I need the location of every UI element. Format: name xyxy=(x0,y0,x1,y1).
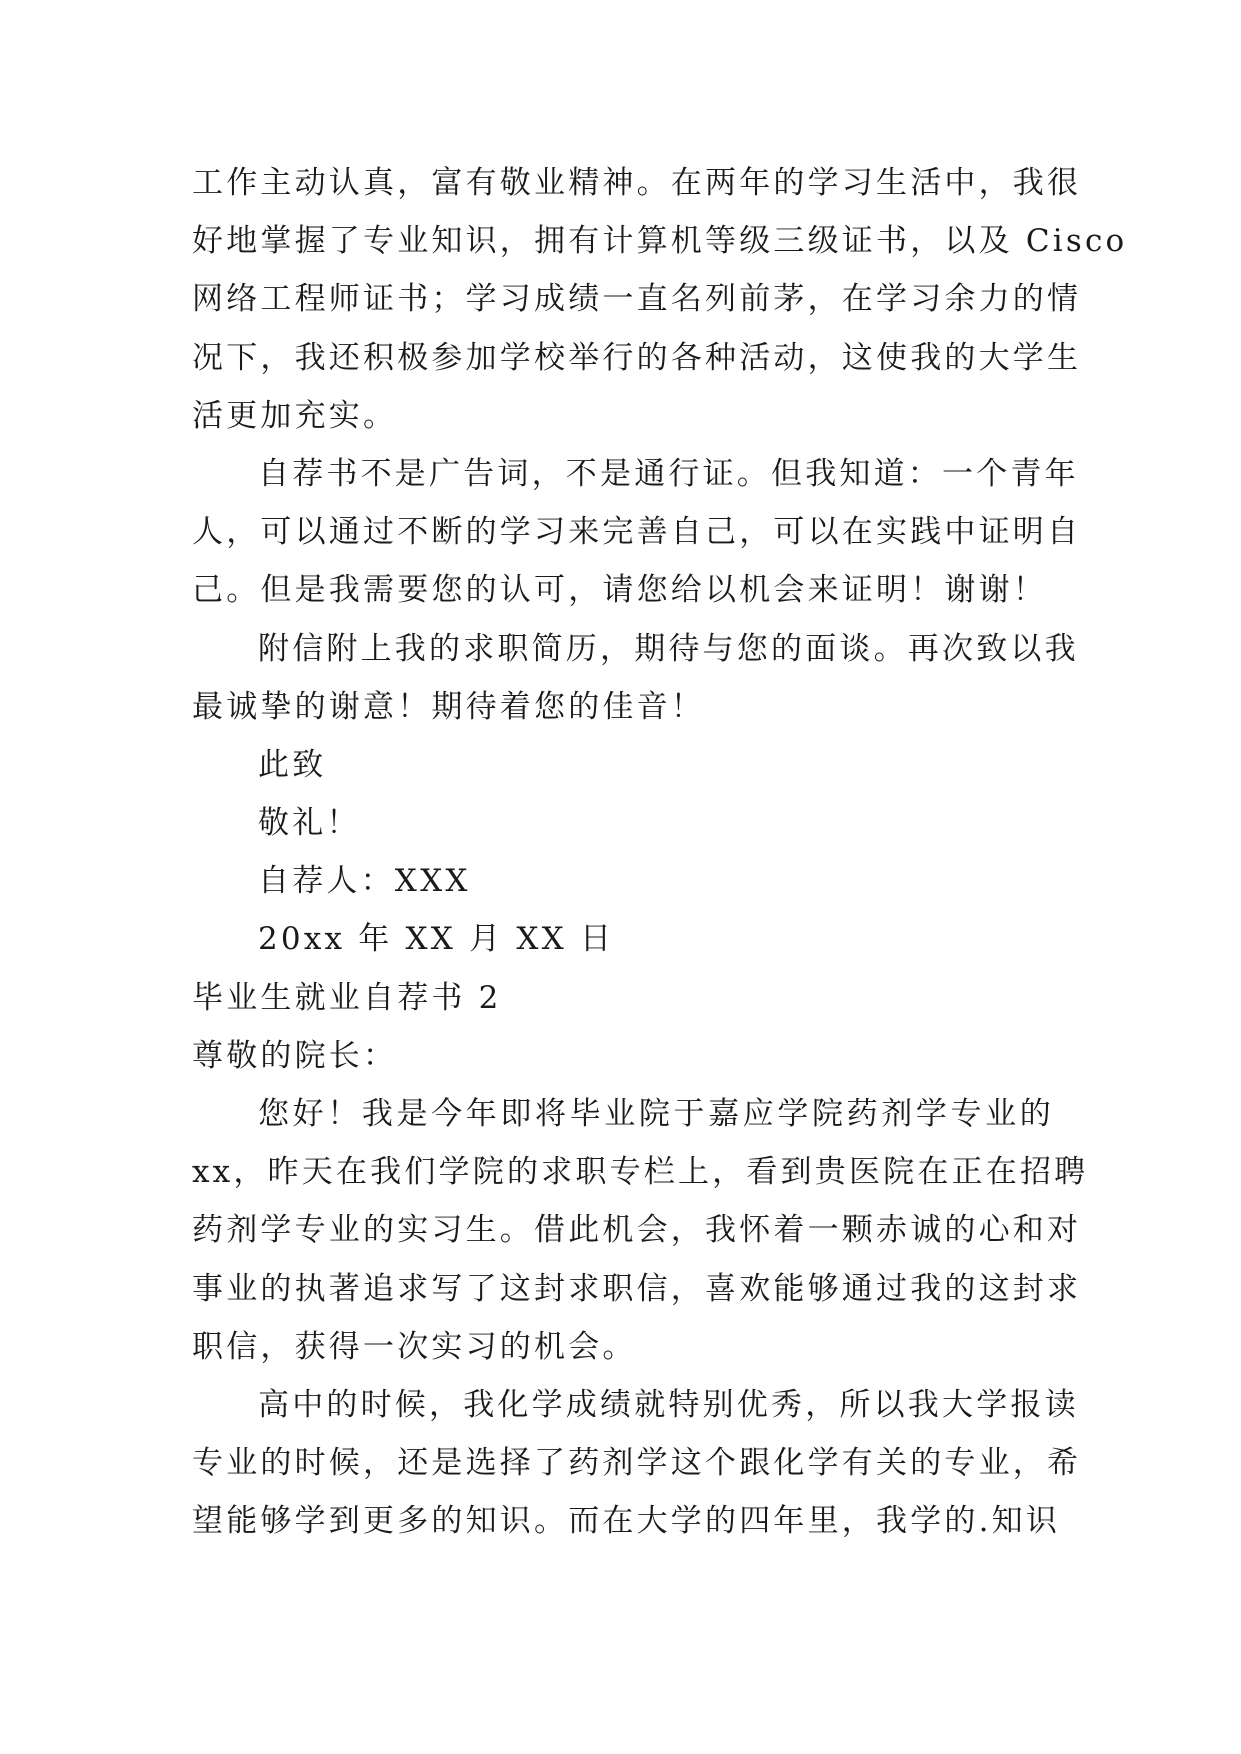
text-line: 况下，我还积极参加学校举行的各种活动，这使我的大学生 xyxy=(192,339,1082,376)
letter-greeting: 尊敬的院长： xyxy=(192,1037,398,1074)
document-body xyxy=(192,154,1128,1551)
text-line: 专业的时候，还是选择了药剂学这个跟化学有关的专业，希 xyxy=(192,1445,1082,1482)
text-line: 好地掌握了专业知识，拥有计算机等级三级证书，以及 Cisco xyxy=(192,223,1128,260)
text-line: 职信，获得一次实习的机会。 xyxy=(192,1328,637,1365)
paragraph-first-line: 附信附上我的求职简历，期待与您的面谈。再次致以我 xyxy=(258,630,1079,667)
text-line: 最诚挚的谢意！期待着您的佳音！ xyxy=(192,688,705,725)
closing-salutation: 此致 xyxy=(258,746,327,783)
section-heading: 毕业生就业自荐书 2 xyxy=(192,979,502,1016)
text-line: 药剂学专业的实习生。借此机会，我怀着一颗赤诚的心和对 xyxy=(192,1212,1082,1249)
text-line: 人，可以通过不断的学习来完善自己，可以在实践中证明自 xyxy=(192,514,1082,551)
paragraph-first-line: 您好！我是今年即将毕业院于嘉应学院药剂学专业的 xyxy=(258,1096,1054,1132)
text-line: 己。但是我需要您的认可，请您给以机会来证明！谢谢！ xyxy=(192,572,1047,609)
paragraph-first-line: 自荐书不是广告词，不是通行证。但我知道：一个青年 xyxy=(258,455,1079,492)
paragraph-first-line: 高中的时候，我化学成绩就特别优秀，所以我大学报读 xyxy=(258,1386,1079,1423)
text-line: xx，昨天在我们学院的求职专栏上，看到贵医院在正在招聘 xyxy=(192,1154,1089,1191)
text-line: 网络工程师证书；学习成绩一直名列前茅，在学习余力的情 xyxy=(192,281,1082,318)
text-line: 活更加充实。 xyxy=(192,397,398,434)
signature-name: 自荐人：XXX xyxy=(258,863,471,900)
text-line: 工作主动认真，富有敬业精神。在两年的学习生活中，我很 xyxy=(192,165,1082,201)
closing-regards: 敬礼！ xyxy=(258,805,361,842)
text-line: 望能够学到更多的知识。而在大学的四年里，我学的.知识 xyxy=(192,1503,1061,1540)
text-line: 事业的执著追求写了这封求职信，喜欢能够通过我的这封求 xyxy=(192,1270,1082,1307)
signature-date: 20xx 年 XX 月 XX 日 xyxy=(258,921,615,958)
